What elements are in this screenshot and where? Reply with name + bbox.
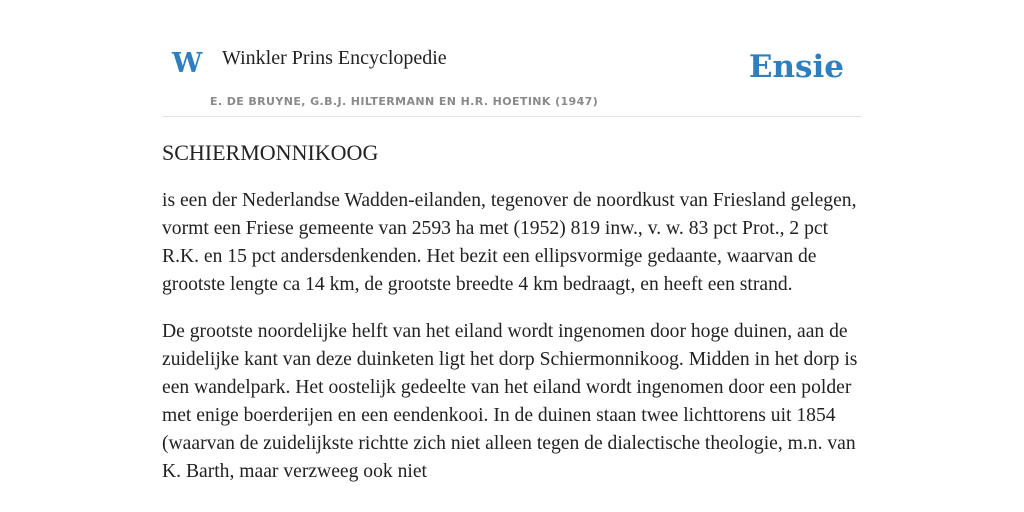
article-paragraph: is een der Nederlandse Wadden-eilanden, tegenover de noordkust van Friesland gelegen, vormt een Friese gemeente van 2593 ha met (1952) 819 inw., v. w. 83 pct Prot., 2 pct R.K. en 15 pct andersdenkenden. Het bezit een ellipsvormige gedaante, waarvan de grootste lengte ca 14 km, de grootste breedte 4 km bedraagt, en heeft een strand.	[162, 189, 857, 295]
site-header	[162, 0, 862, 117]
article	[162, 138, 862, 505]
article-title: SCHIERMONNIKOOG	[162, 140, 379, 165]
winkler-prins-logo-icon[interactable]: W	[172, 48, 203, 79]
ensie-brand-link[interactable]: Ensie	[748, 49, 844, 85]
publication-authors: E. DE BRUYNE, G.B.J. HILTERMANN EN H.R. HOETINK (1947)	[210, 95, 599, 108]
article-paragraph: De grootste noordelijke helft van het eiland wordt ingenomen door hoge duinen, aan de zuidelijke kant van deze duinketen ligt het dorp Schiermonnikoog. Midden in het dorp is een wandelpark. Het oostelijk gedeelte van het eiland wordt ingenomen door een polder met enige boerderijen en een eendenkooi. In de duinen staan twee lichttorens uit 1854 (waarvan de zuidelijkste richtte zich niet alleen tegen de dialectische theologie, m.n. van K. Barth, maar verzweeg ook niet	[162, 320, 858, 482]
publication-title[interactable]: Winkler Prins Encyclopedie	[222, 47, 447, 69]
